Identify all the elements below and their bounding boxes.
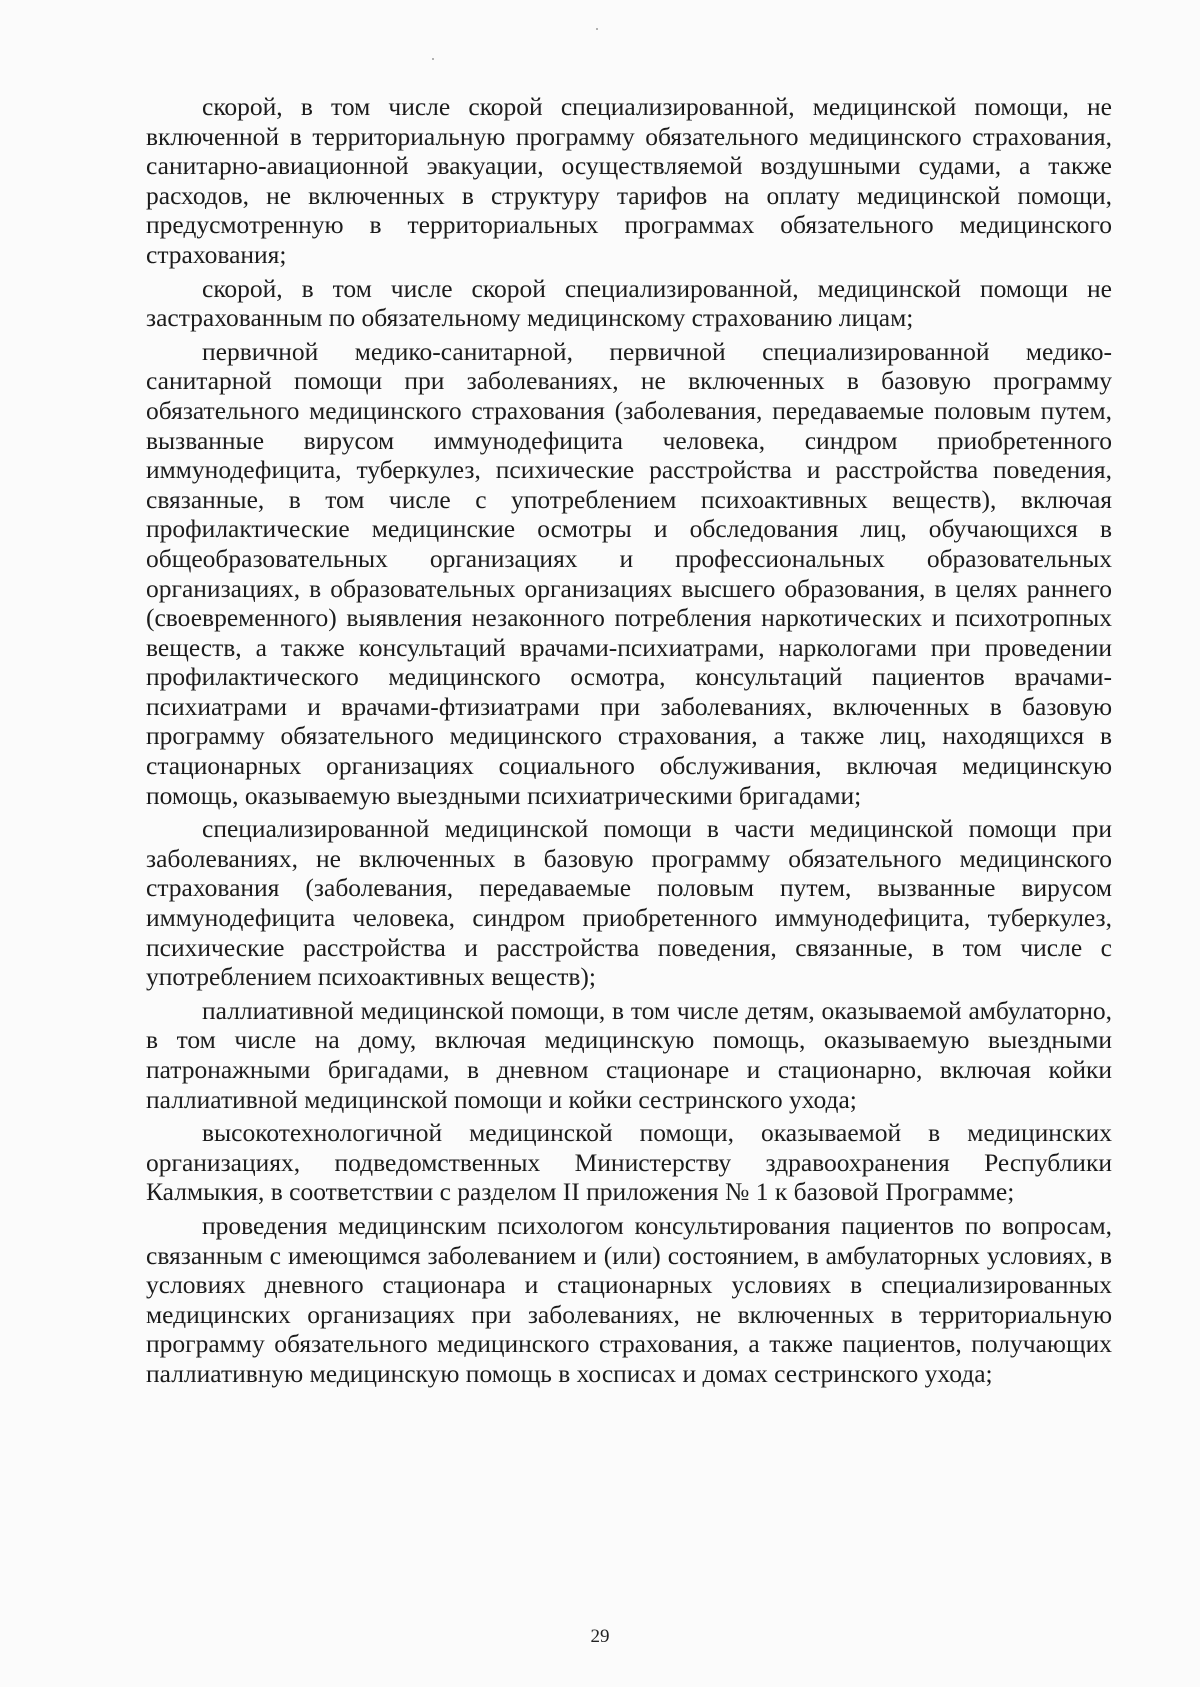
paragraph-high-tech-care: высокотехнологичной медицинской помощи, оказываемой в медицинских организациях, подведомственных Министерству здравоохранения Республики Калмыкия, в соответствии с разделом II приложения № 1 к базовой Программе; bbox=[146, 1118, 1112, 1207]
paragraph-psychologist-counseling: проведения медицинским психологом консультирования пациентов по вопросам, связанным с имеющимся заболеванием и (или) состоянием, в амбулаторных условиях, в условиях дневного стационара и стационарных условиях в специализированных медицинских организациях при заболеваниях, не включенных в территориальную программу обязательного медицинского страхования, а также пациентов, получающих паллиативную медицинскую помощь в хосписах и домах сестринского ухода; bbox=[146, 1210, 1112, 1388]
paragraph-emergency-uninsured: скорой, в том числе скорой специализированной, медицинской помощи не застрахованным по обязательному медицинскому страхованию лицам; bbox=[146, 273, 1112, 333]
paragraph-palliative-care: паллиативной медицинской помощи, в том числе детям, оказываемой амбулаторно, в том числе на дому, включая медицинскую помощь, оказываемую выездными патронажными бригадами, в дневном стационаре и стационарно, включая койки паллиативной медицинской помощи и койки сестринского ухода; bbox=[146, 995, 1112, 1114]
page-number: 29 bbox=[590, 1626, 610, 1647]
paragraph-emergency-care: скорой, в том числе скорой специализированной, медицинской помощи, не включенной в территориальную программу обязательного медицинского страхования, санитарно-авиационной эвакуации, осуществляемой воздушными судами, а также расходов, не включенных в структуру тарифов на оплату медицинской помощи, предусмотренную в территориальных программах обязательного медицинского страхования; bbox=[146, 92, 1112, 269]
paragraph-specialized-care: специализированной медицинской помощи в части медицинской помощи при заболеваниях, не включенных в базовую программу обязательного медицинского страхования (заболевания, передаваемые половым путем, вызванные вирусом иммунодефицита человека, синдром приобретенного иммунодефицита, туберкулез, психические расстройства и расстройства поведения, связанные, в том числе с употреблением психоактивных веществ); bbox=[146, 814, 1112, 992]
paragraph-primary-care: первичной медико-санитарной, первичной специализированной медико-санитарной помощи при заболеваниях, не включенных в базовую программу обязательного медицинского страхования (заболевания, передаваемые половым путем, вызванные вирусом иммунодефицита человека, синдром приобретенного иммунодефицита, туберкулез, психические расстройства и расстройства поведения, связанные, в том числе с употреблением психоактивных веществ), включая профилактические медицинские осмотры и обследования лиц, обучающихся в общеобразовательных организациях и профессиональных образовательных организациях, в образовательных организациях высшего образования, в целях раннего (своевременного) выявления незаконного потребления наркотических и психотропных веществ, а также консультаций врачами-психиатрами, наркологами при проведении профилактического медицинского осмотра, консультаций пациентов врачами-психиатрами и врачами-фтизиатрами при заболеваниях, включенных в базовую программу обязательного медицинского страхования, а также лиц, находящихся в стационарных организациях социального обслуживания, включая медицинскую помощь, оказываемую выездными психиатрическими бригадами; bbox=[146, 336, 1112, 810]
scan-speck bbox=[432, 58, 434, 60]
scan-speck bbox=[596, 28, 598, 30]
document-body bbox=[146, 92, 1112, 1393]
